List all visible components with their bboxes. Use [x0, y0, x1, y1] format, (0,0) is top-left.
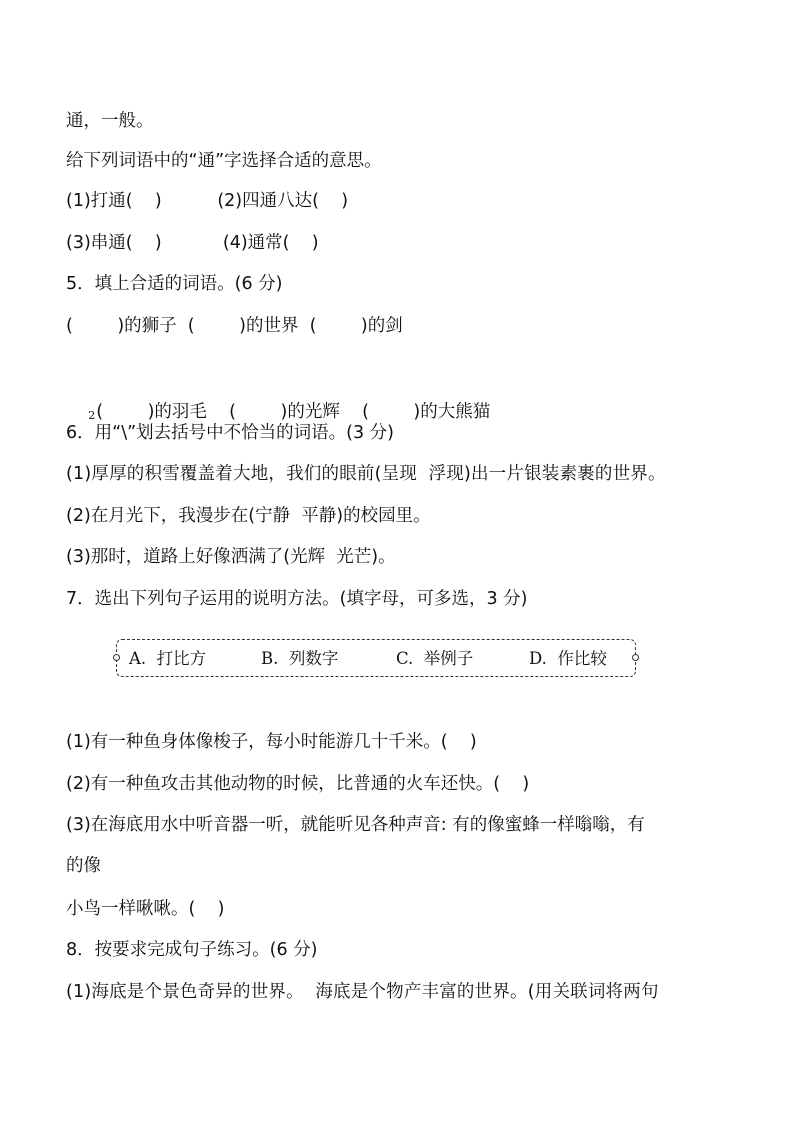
section-heading: 7．选出下列句子运用的说明方法。(填字母，可多选，3 分): [66, 589, 528, 609]
question-line: (1)打通( ) (2)四通八达( ): [66, 191, 349, 211]
question-line: (2)有一种鱼攻击其他动物的时候，比普通的火车还快。( ): [66, 774, 530, 794]
section-heading: 5．填上合适的词语。(6 分): [66, 274, 283, 294]
question-line: (2)在月光下，我漫步在(宁静 平静)的校园里。: [66, 506, 431, 526]
stray-number: 2: [88, 409, 96, 422]
option-a: A. 打比方: [129, 649, 207, 668]
instruction-line: 给下列词语中的“通”字选择合适的意思。: [66, 151, 382, 171]
options-box: [116, 639, 636, 677]
section-heading: 6．用“\”划去括号中不恰当的词语。(3 分): [66, 423, 395, 443]
fill-blank-text: ( )的羽毛 ( )的光辉 ( )的大熊猫: [96, 402, 491, 422]
text-line: 的像: [66, 856, 101, 876]
question-line: 小鸟一样啾啾。( ): [66, 899, 225, 919]
question-line: (1)有一种鱼身体像梭子，每小时能游几十千米。( ): [66, 732, 477, 752]
question-line: (3)在海底用水中听音器一听，就能听见各种声音: 有的像蜜蜂一样嗡嗡，有: [66, 815, 645, 835]
question-line: (1)海底是个景色奇异的世界。 海底是个物产丰富的世界。(用关联词将两句: [66, 982, 659, 1002]
option-b: B. 列数字: [261, 649, 339, 668]
text-line: 通，一般。: [66, 111, 154, 131]
question-line: (3)串通( ) (4)通常( ): [66, 233, 319, 253]
question-line: (1)厚厚的积雪覆盖着大地，我们的眼前(呈现 浮现)出一片银装素裹的世界。: [66, 464, 666, 484]
option-d: D. 作比较: [529, 649, 607, 668]
section-heading: 8．按要求完成句子练习。(6 分): [66, 940, 318, 960]
question-line: (3)那时，道路上好像洒满了(光辉 光芒)。: [66, 547, 396, 567]
fill-blank-line: ( )的狮子 ( )的世界 ( )的剑: [66, 316, 403, 336]
option-c: C. 举例子: [396, 649, 474, 668]
